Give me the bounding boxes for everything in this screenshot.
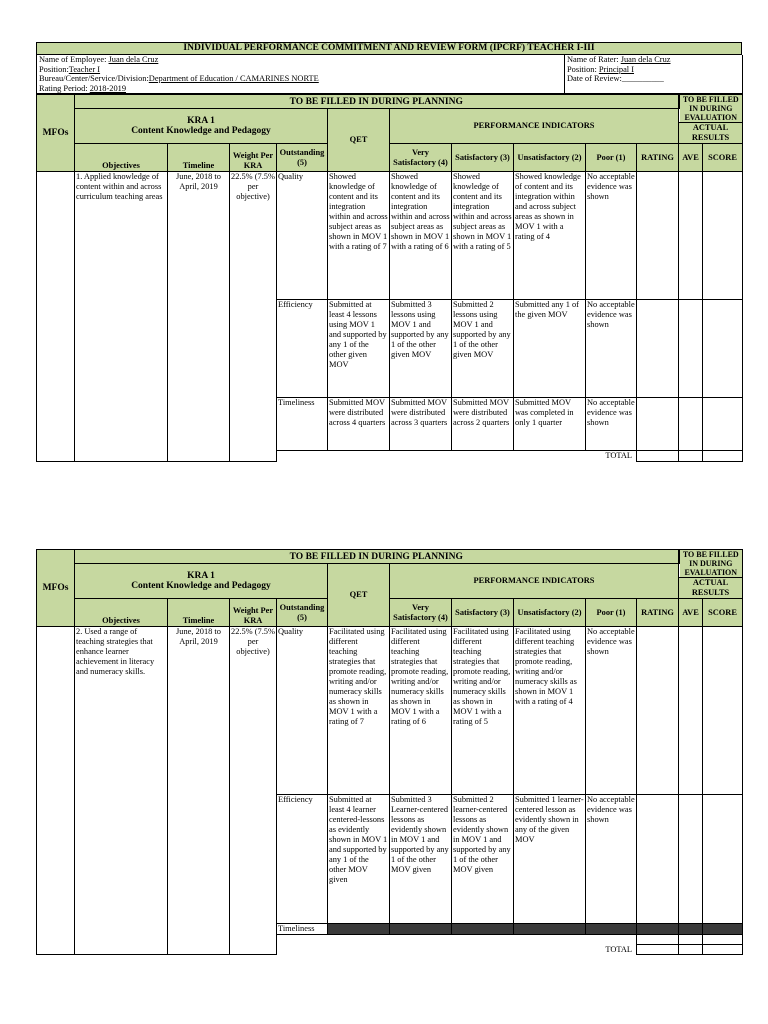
rater-label: Name of Rater:: [567, 55, 619, 64]
qet-cell: Timeliness: [277, 398, 328, 451]
kra-number: KRA 1: [187, 571, 215, 581]
weight-cell: 22.5% (7.5% per objective): [230, 172, 277, 462]
ipcrf-form-1: [36, 42, 742, 462]
planning-header: TO BE FILLED IN DURING PLANNING: [75, 550, 679, 564]
weight-header: Weight Per KRA: [230, 144, 277, 172]
position-value: Teacher I: [68, 64, 101, 74]
kra-header: [75, 564, 328, 599]
performance-indicators-header: PERFORMANCE INDICATORS: [390, 564, 679, 599]
actual-results-header: ACTUAL RESULTS: [679, 123, 743, 144]
score-cell[interactable]: [703, 795, 743, 924]
objectives-header: Objectives: [75, 144, 168, 172]
rating-header: RATING: [637, 144, 679, 172]
timeline-header: Timeline: [168, 144, 230, 172]
rating-total-cell[interactable]: [637, 451, 679, 462]
satisfactory-cell: Facilitated using different teaching strategies that promote reading, writing and/or numeracy skills as shown in MOV 1 with a rating of 5: [452, 627, 514, 795]
ave-cell[interactable]: [679, 627, 703, 795]
kra-table-2: [36, 549, 743, 955]
kra-title: Content Knowledge and Pedagogy: [131, 581, 271, 591]
unsatisfactory-cell: Showed knowledge of content and its integration within and across subject areas as shown in MOV 1 with a rating of 4: [514, 172, 586, 300]
score-cell[interactable]: [703, 627, 743, 795]
ave-total-cell[interactable]: [679, 451, 703, 462]
score-cell[interactable]: [703, 172, 743, 300]
unsatisfactory-cell: Facilitated using different teaching strategies that promote reading, writing and/or numeracy skills as shown in MOV 1 with a rating of 4: [514, 627, 586, 795]
satisfactory-header: Satisfactory (3): [452, 599, 514, 627]
form-title: INDIVIDUAL PERFORMANCE COMMITMENT AND REVIEW FORM (IPCRF) TEACHER I-III: [37, 43, 742, 55]
period-value: 2018-2019: [89, 83, 127, 93]
ave-header: AVE: [679, 599, 703, 627]
qet-cell: Efficiency: [277, 795, 328, 924]
outstanding-cell: Showed knowledge of content and its integration within and across subject areas as shown in MOV 1 with a rating of 7: [328, 172, 390, 300]
bureau-label: Bureau/Center/Service/Division:: [39, 74, 149, 83]
shaded-cell: [328, 924, 390, 935]
satisfactory-cell: Submitted 2 learner-centered lessons as evidently shown in MOV 1 and supported by any 1 of the other MOV given: [452, 795, 514, 924]
mfos-header: MFOs: [37, 95, 75, 172]
very-satisfactory-cell: Submitted 3 Learner-centered lessons as evidently shown in MOV 1 and supported by any 1 of the other MOV given: [390, 795, 452, 924]
score-header: SCORE: [703, 599, 743, 627]
shaded-cell: [637, 924, 679, 935]
poor-cell: No acceptable evidence was shown: [586, 627, 637, 795]
score-cell[interactable]: [703, 398, 743, 451]
shaded-cell: [514, 924, 586, 935]
rating-cell[interactable]: [637, 795, 679, 924]
evaluation-header: TO BE FILLED IN DURING EVALUATION: [679, 95, 743, 123]
rater-name: Juan dela Cruz: [620, 55, 671, 64]
qet-header: QET: [328, 564, 390, 627]
weight-header: Weight Per KRA: [230, 599, 277, 627]
position-label: Position:: [39, 64, 69, 74]
outstanding-cell: Submitted at least 4 learner centered-lessons as evidently shown in MOV 1 and supported by any 1 of the other MOV given: [328, 795, 390, 924]
very-satisfactory-cell: Submitted MOV were distributed across 3 quarters: [390, 398, 452, 451]
form-title-table: [36, 42, 742, 55]
very-satisfactory-cell: Showed knowledge of content and its integration within and across subject areas as shown in MOV 1 with a rating of 6: [390, 172, 452, 300]
evaluation-header: TO BE FILLED IN DURING EVALUATION: [679, 550, 743, 578]
satisfactory-cell: Submitted MOV were distributed across 2 quarters: [452, 398, 514, 451]
outstanding-header: Outstanding (5): [277, 144, 328, 172]
outstanding-cell: Submitted MOV were distributed across 4 quarters: [328, 398, 390, 451]
qet-cell: Quality: [277, 627, 328, 795]
rater-position-label: Position:: [567, 64, 597, 74]
unsatisfactory-cell: Submitted 1 learner-centered lesson as evidently shown in any of the given MOV: [514, 795, 586, 924]
outstanding-header: Outstanding (5): [277, 599, 328, 627]
actual-results-header: ACTUAL RESULTS: [679, 578, 743, 599]
ave-header: AVE: [679, 144, 703, 172]
shaded-cell: [703, 924, 743, 935]
table-row: [37, 172, 743, 300]
bureau-value: Department of Education / CAMARINES NORTE: [148, 74, 319, 83]
mfos-header: MFOs: [37, 550, 75, 627]
unsatisfactory-header: Unsatisfactory (2): [514, 144, 586, 172]
shaded-cell: [390, 924, 452, 935]
rating-cell[interactable]: [637, 300, 679, 398]
rater-position-value: Principal I: [598, 64, 635, 74]
ave-cell[interactable]: [679, 795, 703, 924]
outstanding-cell: Facilitated using different teaching strategies that promote reading, writing and/or numeracy skills as shown in MOV 1 with a rating of 7: [328, 627, 390, 795]
total-label: TOTAL: [605, 944, 632, 954]
qet-cell: Quality: [277, 172, 328, 300]
very-satisfactory-cell: Submitted 3 lessons using MOV 1 and supported by any 1 of the other given MOV: [390, 300, 452, 398]
ipcrf-form-2: [36, 549, 742, 955]
shaded-cell: [586, 924, 637, 935]
score-cell[interactable]: [703, 300, 743, 398]
unsatisfactory-cell: Submitted MOV was completed in only 1 quarter: [514, 398, 586, 451]
kra-title: Content Knowledge and Pedagogy: [131, 126, 271, 136]
rating-cell[interactable]: [637, 172, 679, 300]
rating-cell[interactable]: [637, 627, 679, 795]
poor-cell: No acceptable evidence was shown: [586, 300, 637, 398]
poor-header: Poor (1): [586, 599, 637, 627]
outstanding-cell: Submitted at least 4 lessons using MOV 1 and supported by any 1 of the other given MOV: [328, 300, 390, 398]
planning-header: TO BE FILLED IN DURING PLANNING: [75, 95, 679, 109]
timeline-cell: June, 2018 to April, 2019: [168, 172, 230, 462]
qet-cell: Timeliness: [277, 924, 328, 935]
poor-header: Poor (1): [586, 144, 637, 172]
rating-total-cell[interactable]: [637, 945, 679, 955]
kra-number: KRA 1: [187, 116, 215, 126]
timeline-cell: June, 2018 to April, 2019: [168, 627, 230, 955]
period-label: Rating Period:: [39, 83, 88, 93]
kra-table-1: [36, 94, 743, 462]
employee-info: [36, 55, 743, 94]
satisfactory-cell: Submitted 2 lessons using MOV 1 and supported by any 1 of the other given MOV: [452, 300, 514, 398]
rating-cell[interactable]: [637, 398, 679, 451]
very-satisfactory-header: Very Satisfactory (4): [390, 144, 452, 172]
poor-cell: No acceptable evidence was shown: [586, 172, 637, 300]
satisfactory-header: Satisfactory (3): [452, 144, 514, 172]
employee-name: Juan dela Cruz: [108, 55, 159, 64]
review-date-value: __________: [621, 74, 664, 83]
ave-cell[interactable]: [679, 172, 703, 300]
ave-total-cell[interactable]: [679, 945, 703, 955]
score-total-cell[interactable]: [703, 451, 743, 462]
score-total-cell[interactable]: [703, 945, 743, 955]
poor-cell: No acceptable evidence was shown: [586, 398, 637, 451]
mfo-cell: [37, 627, 75, 955]
timeline-header: Timeline: [168, 599, 230, 627]
objective-cell: 2. Used a range of teaching strategies that enhance learner achievement in literacy and numeracy skills.: [75, 627, 168, 955]
weight-cell: 22.5% (7.5% per objective): [230, 627, 277, 955]
shaded-cell: [679, 924, 703, 935]
ave-cell[interactable]: [679, 398, 703, 451]
shaded-cell: [452, 924, 514, 935]
poor-cell: No acceptable evidence was shown: [586, 795, 637, 924]
score-header: SCORE: [703, 144, 743, 172]
satisfactory-cell: Showed knowledge of content and its integration within and across subject areas as shown in MOV 1 with a rating of 5: [452, 172, 514, 300]
total-label: TOTAL: [277, 451, 637, 462]
table-row: [37, 627, 743, 795]
ave-cell[interactable]: [679, 300, 703, 398]
performance-indicators-header: PERFORMANCE INDICATORS: [390, 109, 679, 144]
employee-label: Name of Employee:: [39, 55, 107, 64]
rating-header: RATING: [637, 599, 679, 627]
objective-cell: 1. Applied knowledge of content within and across curriculum teaching areas: [75, 172, 168, 462]
mfo-cell: [37, 172, 75, 462]
very-satisfactory-cell: Facilitated using different teaching strategies that promote reading, writing and/or numeracy skills as shown in MOV 1 with a rating of 6: [390, 627, 452, 795]
unsatisfactory-header: Unsatisfactory (2): [514, 599, 586, 627]
very-satisfactory-header: Very Satisfactory (4): [390, 599, 452, 627]
review-date-label: Date of Review:: [567, 74, 622, 83]
qet-header: QET: [328, 109, 390, 172]
kra-header: [75, 109, 328, 144]
unsatisfactory-cell: Submitted any 1 of the given MOV: [514, 300, 586, 398]
qet-cell: Efficiency: [277, 300, 328, 398]
objectives-header: Objectives: [75, 599, 168, 627]
